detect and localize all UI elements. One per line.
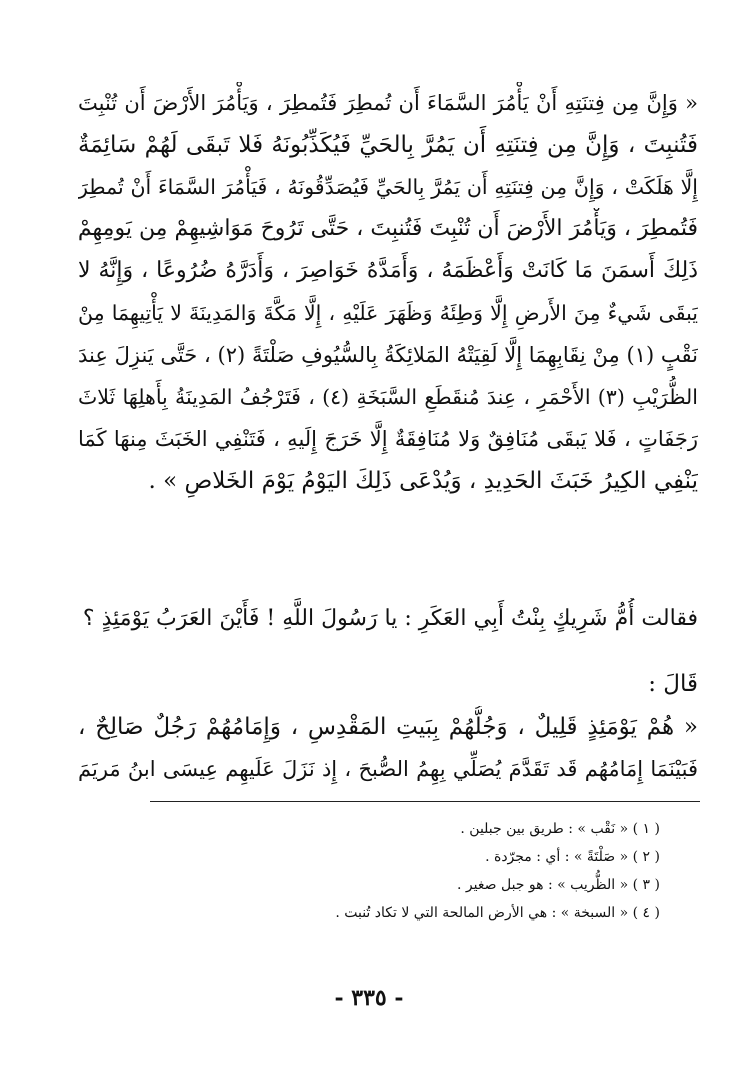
- text-line: يَبقَى شَيءٌ مِنَ الأَرضِ إِلَّا وَطِئَهُ وَظَهَرَ عَلَيْهِ ، إِلَّا مَكَّةَ وَالمَدِينَةَ لا يَأْتِيهِمَا مِنْ: [78, 301, 698, 325]
- footnotes: [150, 815, 660, 927]
- text-line: فَتُنبِتَ ، وَإِنَّ مِن فِتنَتِهِ أَن يَمُرَّ بِالحَيِّ فَيُكَذِّبُونَهُ فَلا تَبقَى لَهُمْ سَائِمَةٌ: [78, 132, 698, 158]
- footnote-separator: [150, 801, 700, 802]
- footnote-item: ( ٢ ) « صَلْتَةً » : أي : مجرّدة .: [485, 849, 660, 865]
- text-line: إِلَّا هَلَكَتْ ، وَإِنَّ مِن فِتنَتِهِ أَن يَمُرَّ بِالحَيِّ فَيُصَدِّقُونَهُ ، فَيَأْمُرَ السَّمَاءَ أَنْ تُمطِرَ: [78, 175, 698, 199]
- footnote-item: ( ٤ ) « السبخة » : هي الأرض المالحة التي لا تكاد تُنبت .: [335, 905, 660, 921]
- text-line: ذَلِكَ أَسمَنَ مَا كَانَتْ وَأَعْظَمَهُ ، وَأَمَدَّهُ خَوَاصِرَ ، وَأَدَرَّهُ ضُرُوعًا ، وَإِنَّهُ لا: [78, 258, 698, 283]
- text-line: « وَإِنَّ مِن فِتنَتِهِ أَنْ يَأْمُرَ السَّمَاءَ أَن تُمطِرَ فَتُمطِرَ ، وَيَأْمُرَ الأَرْضَ أَن تُنْبِتَ: [78, 91, 698, 115]
- answer-intro: [78, 663, 698, 705]
- text-line: الظُّرَيْبِ (٣) الأَحْمَرِ ، عِندَ مُنقَطَعِ السَّبَخَةِ (٤) ، فَتَرْجُفُ المَدِينَةُ بِأَهلِهَا ثَلاثَ: [78, 385, 698, 409]
- text-line: نَقْبٍ (١) مِنْ نِقَابِهِمَا إِلَّا لَقِيَتْهُ المَلائِكَةُ بِالسُّيُوفِ صَلْتَةً (٢) ، حَتَّى يَنزِلَ عِندَ: [78, 343, 698, 367]
- text-line: قَالَ :: [648, 671, 698, 697]
- hadith-paragraph: [78, 82, 698, 502]
- answer-paragraph: [78, 706, 698, 790]
- text-line: رَجَفَاتٍ ، فَلا يَبقَى مُنَافِقٌ وَلا مُنَافِقَةٌ إِلَّا خَرَجَ إِلَيهِ ، فَتَنْفِي الخَبَثَ مِنهَا كَمَا: [78, 427, 698, 451]
- question-paragraph: [78, 598, 698, 640]
- text-line: فقالت أُمُّ شَرِيكٍ بِنْتُ أَبِي العَكَرِ : يا رَسُولَ اللَّهِ ! فَأَيْنَ العَرَبُ يَوْمَئِذٍ ؟: [82, 606, 698, 631]
- text-line: يَنْفِي الكِيرُ خَبَثَ الحَدِيدِ ، وَيُدْعَى ذَلِكَ اليَوْمُ يَوْمَ الخَلاصِ » .: [148, 468, 698, 494]
- footnote-item: ( ١ ) « نَقْب » : طريق بين جبلين .: [460, 821, 660, 837]
- text-line: فَتُمطِرَ ، وَيَأْمُرَ الأَرْضَ أَن تُنْبِتَ فَتُنبِتَ ، حَتَّى تَرُوحَ مَوَاشِيهِمْ مِن يَومِهِمْ: [78, 216, 698, 241]
- footnote-item: ( ٣ ) « الظُّريب » : هو جبل صغير .: [457, 877, 660, 893]
- text-line: فَبَيْنَمَا إِمَامُهُم قَد تَقَدَّمَ يُصَلِّي بِهِمُ الصُّبحَ ، إِذ نَزَلَ عَلَيهِم عِيسَى ابنُ مَريَمَ: [78, 757, 698, 781]
- text-line: « هُمْ يَوْمَئِذٍ قَلِيلٌ ، وَجُلُّهُمْ بِبَيتِ المَقْدِسِ ، وَإِمَامُهُمْ رَجُلٌ صَالِحٌ ،: [78, 714, 698, 740]
- page-number: - ٣٣٥ -: [334, 985, 404, 1011]
